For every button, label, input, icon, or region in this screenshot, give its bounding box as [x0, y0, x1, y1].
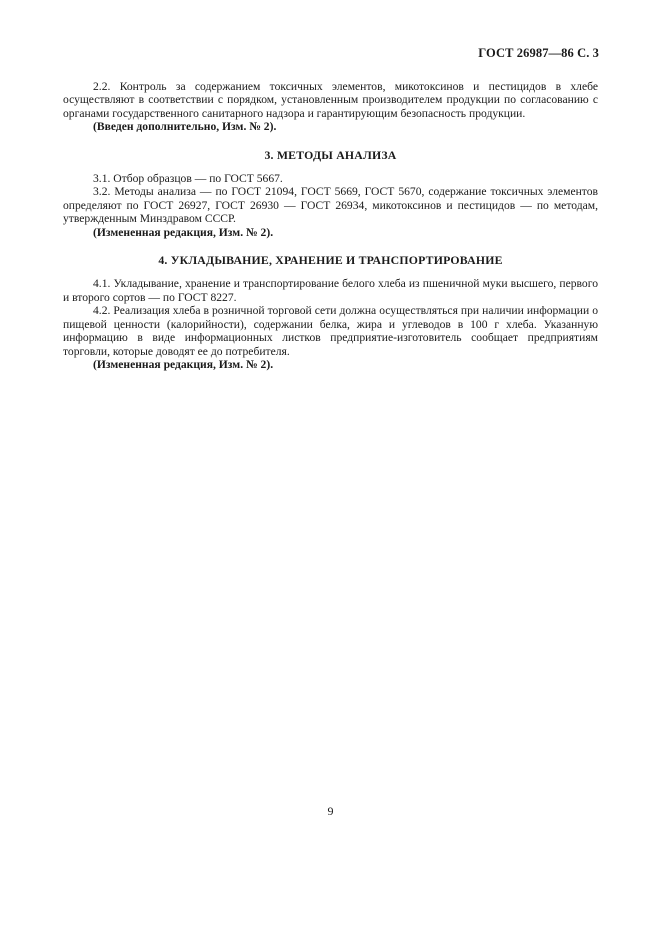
paragraph-4-2: 4.2. Реализация хлеба в розничной торговой сети должна осуществляться при наличии информации о пищевой ценности (калорийности), содержании белка, жира и углеводов в 100 г хлеба. Указанную информацию в виде информационных листков предприятие-изготовитель сообщает предприятиям торговли, которые доводят ее до потребителя.: [63, 304, 598, 358]
page-header: ГОСТ 26987—86 С. 3: [478, 46, 599, 60]
amendment-note: (Измененная редакция, Изм. № 2).: [93, 357, 274, 371]
section-heading-4: 4. УКЛАДЫВАНИЕ, ХРАНЕНИЕ И ТРАНСПОРТИРОВАНИЕ: [158, 253, 503, 268]
paragraph-3-1: 3.1. Отбор образцов — по ГОСТ 5667.: [93, 172, 283, 186]
paragraph-3-2: 3.2. Методы анализа — по ГОСТ 21094, ГОСТ 5669, ГОСТ 5670, содержание токсичных элементов определяют по ГОСТ 26927, ГОСТ 26930 — ГОСТ 26934, микотоксинов и пестицидов — по методам, утвержденным Минздравом СССР.: [63, 185, 598, 226]
amendment-note: (Измененная редакция, Изм. № 2).: [93, 225, 274, 239]
paragraph-2-2: 2.2. Контроль за содержанием токсичных элементов, микотоксинов и пестицидов в хлебе осуществляют в соответствии с порядком, установленным производителем продукции по согласованию с органами государственного санитарного надзора и гарантирующим безопасность продукции.: [63, 80, 598, 120]
paragraph-4-1: 4.1. Укладывание, хранение и транспортирование белого хлеба из пшеничной муки высшего, первого и второго сортов — по ГОСТ 8227.: [63, 277, 598, 304]
document-body: [63, 80, 598, 371]
amendment-note: (Введен дополнительно, Изм. № 2).: [93, 120, 277, 134]
section-heading-3: 3. МЕТОДЫ АНАЛИЗА: [264, 147, 397, 162]
page-number: 9: [327, 804, 334, 818]
